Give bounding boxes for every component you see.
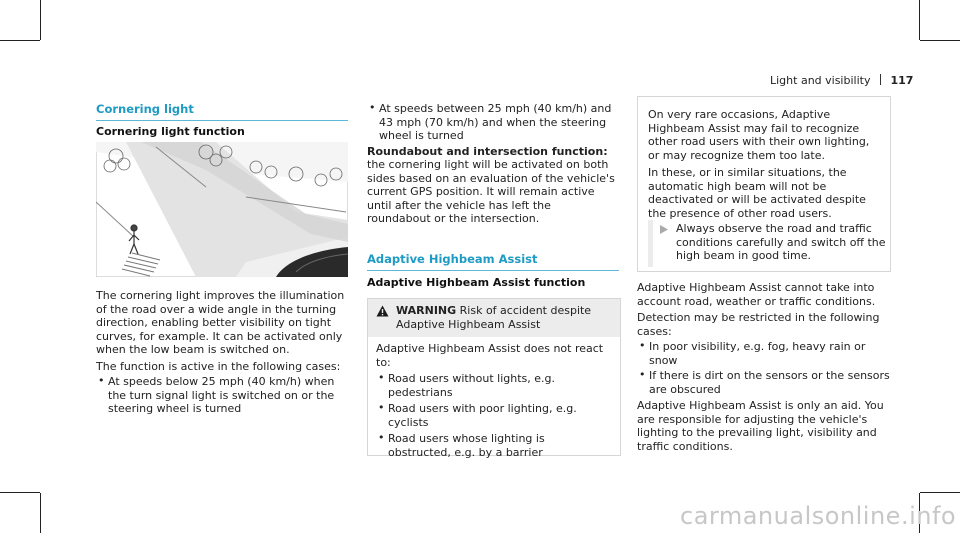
crop-mark <box>40 0 41 40</box>
warning-intro: Adaptive Highbeam Assist does not react to: <box>376 342 604 369</box>
warning-item: • Road users without lights, e.g. pedestrians <box>376 372 610 399</box>
warning-title: Risk of accident despite Adaptive Highbeam Assist <box>396 304 592 331</box>
cornering-cases-intro: The function is active in the following cases: <box>96 359 341 373</box>
tip-text: Always observe the road and traffic conditions carefully and switch off the high beam in good time. <box>676 222 886 262</box>
cornering-case-item: • At speeds between 25 mph (40 km/h) and 43 mph (70 km/h) and when the steering wheel is turned <box>367 102 617 143</box>
warning-body <box>368 337 620 459</box>
crop-mark <box>920 492 960 493</box>
section-rule <box>96 120 348 121</box>
roundabout-paragraph <box>367 145 617 226</box>
section-rule <box>367 270 619 271</box>
section-title-cornering: Cornering light <box>96 102 194 116</box>
cornering-light-illustration <box>96 142 348 277</box>
watermark: carmanualsonline.info <box>680 502 957 530</box>
tip-bar <box>648 220 653 267</box>
crop-mark <box>0 40 40 41</box>
play-arrow-icon <box>660 225 668 234</box>
page-number: 117 <box>890 74 914 87</box>
warning-item: • Road users whose lighting is obstructed, e.g. by a barrier <box>376 432 610 459</box>
running-header <box>770 74 913 87</box>
col2-top <box>367 102 617 226</box>
continuation-paragraph: In these, or in similar situations, the automatic high beam will not be deactivated or will be activated despite the presence of other road users. <box>648 166 866 220</box>
warning-heading <box>396 304 614 331</box>
crop-mark <box>40 493 41 533</box>
detection-item: • In poor visibility, e.g. fog, heavy rain or snow <box>637 340 891 367</box>
continuation-body <box>638 97 890 220</box>
section-title-highbeam: Adaptive Highbeam Assist <box>367 252 538 266</box>
highbeam-limitation: Adaptive Highbeam Assist cannot take into account road, weather or traffic conditions. <box>637 281 876 308</box>
detection-intro: Detection may be restricted in the following cases: <box>637 311 880 338</box>
col3-text <box>637 281 891 453</box>
subtitle-highbeam-function: Adaptive Highbeam Assist function <box>367 276 586 289</box>
roundabout-text: the cornering light will be activated on both sides based on an evaluation of the vehicle's current GPS position. It will remain active until after the vehicle has left the roundabout or the intersection. <box>367 158 615 225</box>
warning-header <box>368 299 620 337</box>
crop-mark <box>0 492 40 493</box>
crop-mark <box>920 40 960 41</box>
warning-box <box>367 298 621 459</box>
roundabout-label: Roundabout and intersection function: <box>367 144 608 158</box>
warning-triangle-icon <box>376 305 389 317</box>
warning-continuation-box <box>637 96 891 272</box>
crop-mark <box>919 0 920 40</box>
header-title: Light and visibility <box>770 74 871 87</box>
detection-item: • If there is dirt on the sensors or the sensors are obscured <box>637 369 891 396</box>
warning-item: • Road users with poor lighting, e.g. cyclists <box>376 402 610 429</box>
continuation-paragraph: On very rare occasions, Adaptive Highbeam Assist may fail to recognize other road users with their own lighting, or may recognize them too late. <box>648 108 870 162</box>
col1-text <box>96 289 350 416</box>
cornering-description: The cornering light improves the illumination of the road over a wide angle in the turning direction, enabling better visibility on tight curves, for example. It can be activated only when the low beam is switched on. <box>96 289 345 356</box>
responsibility-note: Adaptive Highbeam Assist is only an aid. You are responsible for adjusting the vehicle's lighting to the prevailing light, visibility and traffic conditions. <box>637 399 884 453</box>
cornering-case-item: • At speeds below 25 mph (40 km/h) when the turn signal light is switched on or the steering wheel is turned <box>96 375 350 416</box>
subtitle-cornering-function: Cornering light function <box>96 125 245 138</box>
warning-label: WARNING <box>396 304 457 317</box>
